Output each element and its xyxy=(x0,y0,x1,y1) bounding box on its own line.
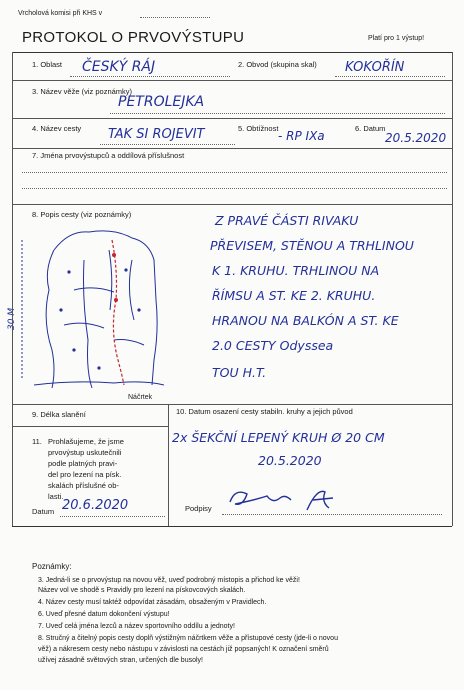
form-title: PROTOKOL O PRVOVÝSTUPU xyxy=(22,29,245,46)
popis-line-1: Z PRAVÉ ČÁSTI RIVAKU xyxy=(215,213,359,228)
sketch-label: Náčrtek xyxy=(128,394,153,401)
slaneni-label: 9. Délka slanění xyxy=(32,410,86,419)
jmena-line-1 xyxy=(22,172,447,173)
prohlaseni-number: 11. xyxy=(32,437,42,446)
popis-line-3: K 1. KRUHU. TRHLINOU NA xyxy=(212,263,380,278)
popis-line-4: ŘÍMSU A ST. KE 2. KRUHU. xyxy=(212,288,376,303)
osazeni-line-2: 20.5.2020 xyxy=(258,453,322,468)
oblast-label: 1. Oblast xyxy=(32,60,63,69)
obtiznost-label: 5. Obtížnost xyxy=(238,124,279,133)
datum-value: 20.5.2020 xyxy=(385,131,447,145)
header-divider xyxy=(12,52,452,53)
obvod-line xyxy=(335,76,445,77)
commission-label: Vrcholová komisi při KHS v xyxy=(18,10,103,17)
vez-line xyxy=(110,113,445,114)
podpisy-line xyxy=(222,514,442,515)
commission-line xyxy=(140,17,210,18)
row-divider-3 xyxy=(12,148,452,149)
slaneni-divider xyxy=(12,426,168,427)
popis-line-7: TOU H.T. xyxy=(212,365,267,380)
validity-note: Platí pro 1 výstup! xyxy=(368,35,425,42)
osazeni-line-1: 2x ŠEKČNÍ LEPENÝ KRUH Ø 20 CM xyxy=(172,430,385,445)
datum-label: 6. Datum xyxy=(355,124,386,133)
datum-podpis-label: Datum xyxy=(32,507,55,516)
sketch-height: 30 M xyxy=(7,307,17,330)
jmena-line-2 xyxy=(22,188,447,189)
datum-podpis-value: 20.6.2020 xyxy=(62,498,129,513)
vertical-divider xyxy=(168,404,169,526)
cesta-value: TAK SI ROJEVIT xyxy=(108,127,205,142)
row-divider-1 xyxy=(12,80,452,81)
vez-value: PETROLEJKA xyxy=(118,94,205,110)
form-bottom-border xyxy=(12,526,452,527)
vez-label: 3. Název věže (viz poznámky) xyxy=(32,87,133,96)
obvod-value: KOKOŘÍN xyxy=(345,60,405,75)
route-sketch xyxy=(14,220,174,395)
osazeni-label: 10. Datum osazení cesty stabiln. kruhy a jejich původ xyxy=(176,407,353,416)
oblast-value: ČESKÝ RÁJ xyxy=(82,59,156,75)
protocol-form: Vrcholová komisi při KHS v PROTOKOL O PRVOVÝSTUPU Platí pro 1 výstup! 1. Oblast ČESKÝ RÁJ 2. Obvod (skupina skal) KOKOŘÍN 3. Název věže (viz poznámky) PETROLEJKA 4. Název cesty TAK SI ROJEVIT 5. Obtížnost - RP IXa 6. Datum 20.5.2020 7. Jména prvovýstupců a oddílová příslušnost 8. Popis cesty (viz poznámky) 30 M Náčrtek Z PRAVÉ ČÁSTI RIVAKU PŘEVISEM, STĚNOU A TRHLINOU K 1. KRUHU. TRHLINOU NA ŘÍMSU A ST. KE 2. KRUHU. HRANOU NA BALKÓN A ST. KE 2.0 CESTY Odyssea TOU H.T. 9. Délka slanění 10. Datum osazení cesty stabiln. kruhy a jejich původ 2x ŠEKČNÍ LEPENÝ KRUH Ø 20 CM 20.5.2020 11. Prohlašujeme, že jsme prvovýstup uskutečnili podle platných pravi- del pro lezení na písk. skalách příslušné ob- lasti. Datum 20.6.2020 Podpisy Poznámky: 3. Jedná-li se o prvovýstup na novou věž, uveď podrobný místopis a přichod ke věži! Název vol ve shodě s Pravidly pro lezení na pískovcových skalách. 4. Název cesty musí taktéž odpovídat zásadám, obsaženým v Pravidlech. 6. Uveď přesné datum dokončení výstupu! 7. Uveď celá jména lezců a název sportovního oddílu a jednoty! 8. Stručný a čitelný popis cesty doplň výstižným náčrtkem věže a přístupové cesty (jde-li o novou věž) a nákresem cesty nebo nástupu v závislosti na cestách již popsaných! K označení směrů užívej zásadně světových stran, určených dle busoly! xyxy=(0,0,464,690)
oblast-line xyxy=(70,76,230,77)
signatures xyxy=(225,484,355,514)
form-left-border xyxy=(12,52,13,526)
route-line xyxy=(112,240,124,385)
datum-podpis-line xyxy=(60,516,165,517)
popis-line-2: PŘEVISEM, STĚNOU A TRHLINOU xyxy=(210,238,414,253)
cesta-label: 4. Název cesty xyxy=(32,124,82,133)
row-divider-4 xyxy=(12,204,452,205)
obtiznost-value: - RP IXa xyxy=(278,129,325,143)
obvod-label: 2. Obvod (skupina skal) xyxy=(238,60,317,69)
cesta-line xyxy=(100,144,235,145)
row-divider-2 xyxy=(12,118,452,119)
row-divider-5 xyxy=(12,404,452,405)
popis-label: 8. Popis cesty (viz poznámky) xyxy=(32,210,132,219)
popis-line-6: 2.0 CESTY Odyssea xyxy=(212,338,334,353)
popis-line-5: HRANOU NA BALKÓN A ST. KE xyxy=(212,313,399,328)
notes-title: Poznámky: xyxy=(32,562,72,571)
jmena-label: 7. Jména prvovýstupců a oddílová příslušnost xyxy=(32,151,185,160)
podpisy-label: Podpisy xyxy=(185,504,212,513)
form-right-border xyxy=(452,52,453,526)
